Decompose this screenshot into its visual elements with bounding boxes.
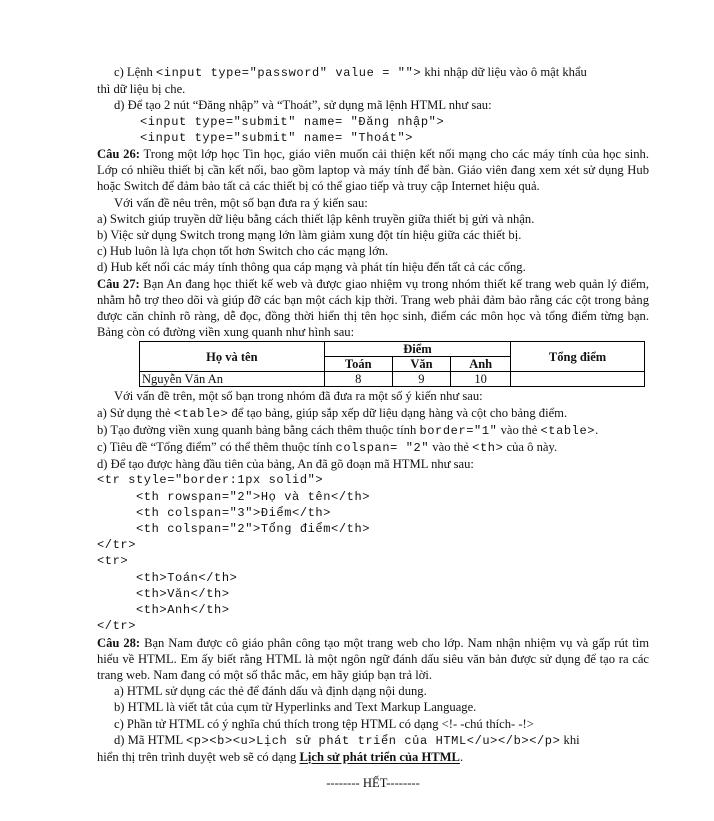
q25-option-c: c) Lệnh <input type="password" value = ""> khi nhập dữ liệu vào ô mật khẩu [114, 65, 587, 80]
q26-option-b: b) Việc sử dụng Switch trong mạng lớn làm giảm xung đột tín hiệu giữa các thiết bị. [97, 228, 522, 243]
q28-option-a: a) HTML sử dụng các thẻ để đánh dấu và định dạng nội dung. [114, 684, 427, 699]
q27-intro: Với vấn đề trên, một số bạn trong nhóm đã đưa ra một số ý kiến như sau: [114, 389, 483, 404]
q26-intro: Với vấn đề nêu trên, một số bạn đưa ra ý kiến sau: [114, 195, 368, 210]
header-english: Anh [451, 357, 511, 372]
q27-code-line-7: <th>Toán</th> [97, 570, 238, 585]
header-total: Tổng điểm [511, 342, 645, 372]
q28-option-d: d) Mã HTML <p><b><u>Lịch sử phát triển của HTML</u></b></p> khi [114, 732, 580, 748]
q27-option-d: d) Để tạo được hàng đầu tiên của bảng, An đã gõ đoạn mã HTML như sau: [97, 457, 474, 472]
q27-code-line-6: <tr> [97, 554, 129, 569]
cell-total [511, 372, 645, 387]
q27-code-line-9: <th>Anh</th> [97, 603, 230, 618]
q27-code-line-4: <th colspan="2">Tổng điểm</th> [97, 522, 371, 537]
q26-option-a: a) Switch giúp truyền dữ liệu bằng cách thiết lập kênh truyền giữa thiết bị gửi và nhận. [97, 211, 535, 226]
q25-option-c-cont: thì dữ liệu bị che. [97, 82, 186, 97]
q26-stem: Câu 26: Trong một lớp học Tin học, giáo viên muốn cải thiện kết nối mạng cho các máy tính của học sinh. Lớp có nhiều thiết bị cần kết nối, bao gồm laptop và máy tính để bàn. Giáo viên đang xem xét sử dụng Hub hoặc Switch để đảm bảo tất cả các thiết bị có thể giao tiếp và truy cập Internet hiệu quả. [97, 147, 649, 194]
cell-english: 10 [451, 372, 511, 387]
q27-code-line-5: </tr> [97, 538, 137, 553]
cell-name: Nguyễn Văn An [140, 372, 325, 387]
q25-option-d: d) Để tạo 2 nút “Đăng nhập” và “Thoát”, sử dụng mã lệnh HTML như sau: [114, 98, 492, 113]
header-math: Toán [324, 357, 392, 372]
q27-stem: Câu 27: Bạn An đang học thiết kế web và được giao nhiệm vụ trong nhóm thiết kế trang web quản lý điểm, nhằm hỗ trợ theo dõi và giúp đỡ các bạn một cách kịp thời. Trang web phải đảm bảo rằng các cột trong bảng được căn chỉnh rõ ràng, dễ đọc, đồng thời hiển thị tên học sinh, điểm các môn học và tổng điểm từng bạn. Bảng còn có đường viền xung quanh như hình sau: [97, 276, 649, 340]
q28-option-b: b) HTML là viết tắt của cụm từ Hyperlinks and Text Markup Language. [114, 700, 477, 715]
q27-code-line-8: <th>Văn</th> [97, 586, 230, 601]
q27-code-line-1: <tr style="border:1px solid"> [97, 473, 324, 488]
cell-literature: 9 [392, 372, 450, 387]
q27-option-c: c) Tiêu đề “Tổng điểm” có thể thêm thuộc tính colspan= "2" vào thẻ <th> của ô này. [97, 440, 558, 456]
q26-option-c: c) Hub luôn là lựa chọn tốt hơn Switch cho các mạng lớn. [97, 244, 389, 259]
end-marker: -------- HẾT-------- [326, 776, 420, 791]
q27-code-line-10: </tr> [97, 619, 137, 634]
q28-option-c: c) Phần tử HTML có ý nghĩa chú thích trong tệp HTML có dạng <!- -chú thích- -!> [114, 716, 534, 731]
header-literature: Văn [392, 357, 450, 372]
exam-page [97, 64, 649, 791]
q25-code-line-1: <input type="submit" name= "Đăng nhập"> [140, 114, 445, 129]
q25-code-line-2: <input type="submit" name= "Thoát"> [140, 130, 414, 145]
cell-math: 8 [324, 372, 392, 387]
table-row [140, 372, 645, 387]
header-score: Điểm [324, 342, 510, 357]
header-name: Họ và tên [140, 342, 325, 372]
q26-option-d: d) Hub kết nối các máy tính thông qua cáp mạng và phát tín hiệu đến tất cả các cổng. [97, 260, 526, 275]
q27-option-a: a) Sử dụng thẻ <table> để tạo bảng, giúp sắp xếp dữ liệu dạng hàng và cột cho bảng điểm. [97, 405, 568, 421]
q28-stem: Câu 28: Bạn Nam được cô giáo phân công tạo một trang web cho lớp. Nam nhận nhiệm vụ và gấp rút tìm hiểu về HTML. Em ấy biết rằng HTML là một ngôn ngữ đánh dấu siêu văn bản được sử dụng để tạo ra các trang web. Nam đang có một số thắc mắc, em hãy giúp bạn trả lời. [97, 635, 649, 682]
q27-option-b: b) Tạo đường viền xung quanh bảng bằng cách thêm thuộc tính border="1" vào thẻ <table>. [97, 422, 599, 438]
q27-code-line-3: <th colspan="3">Điểm</th> [97, 505, 332, 520]
score-table [139, 341, 645, 387]
q28-option-d-cont: hiển thị trên trình duyệt web sẽ có dạng Lịch sử phát triển của HTML. [97, 749, 464, 764]
q27-code-line-2: <th rowspan="2">Họ và tên</th> [97, 489, 371, 504]
